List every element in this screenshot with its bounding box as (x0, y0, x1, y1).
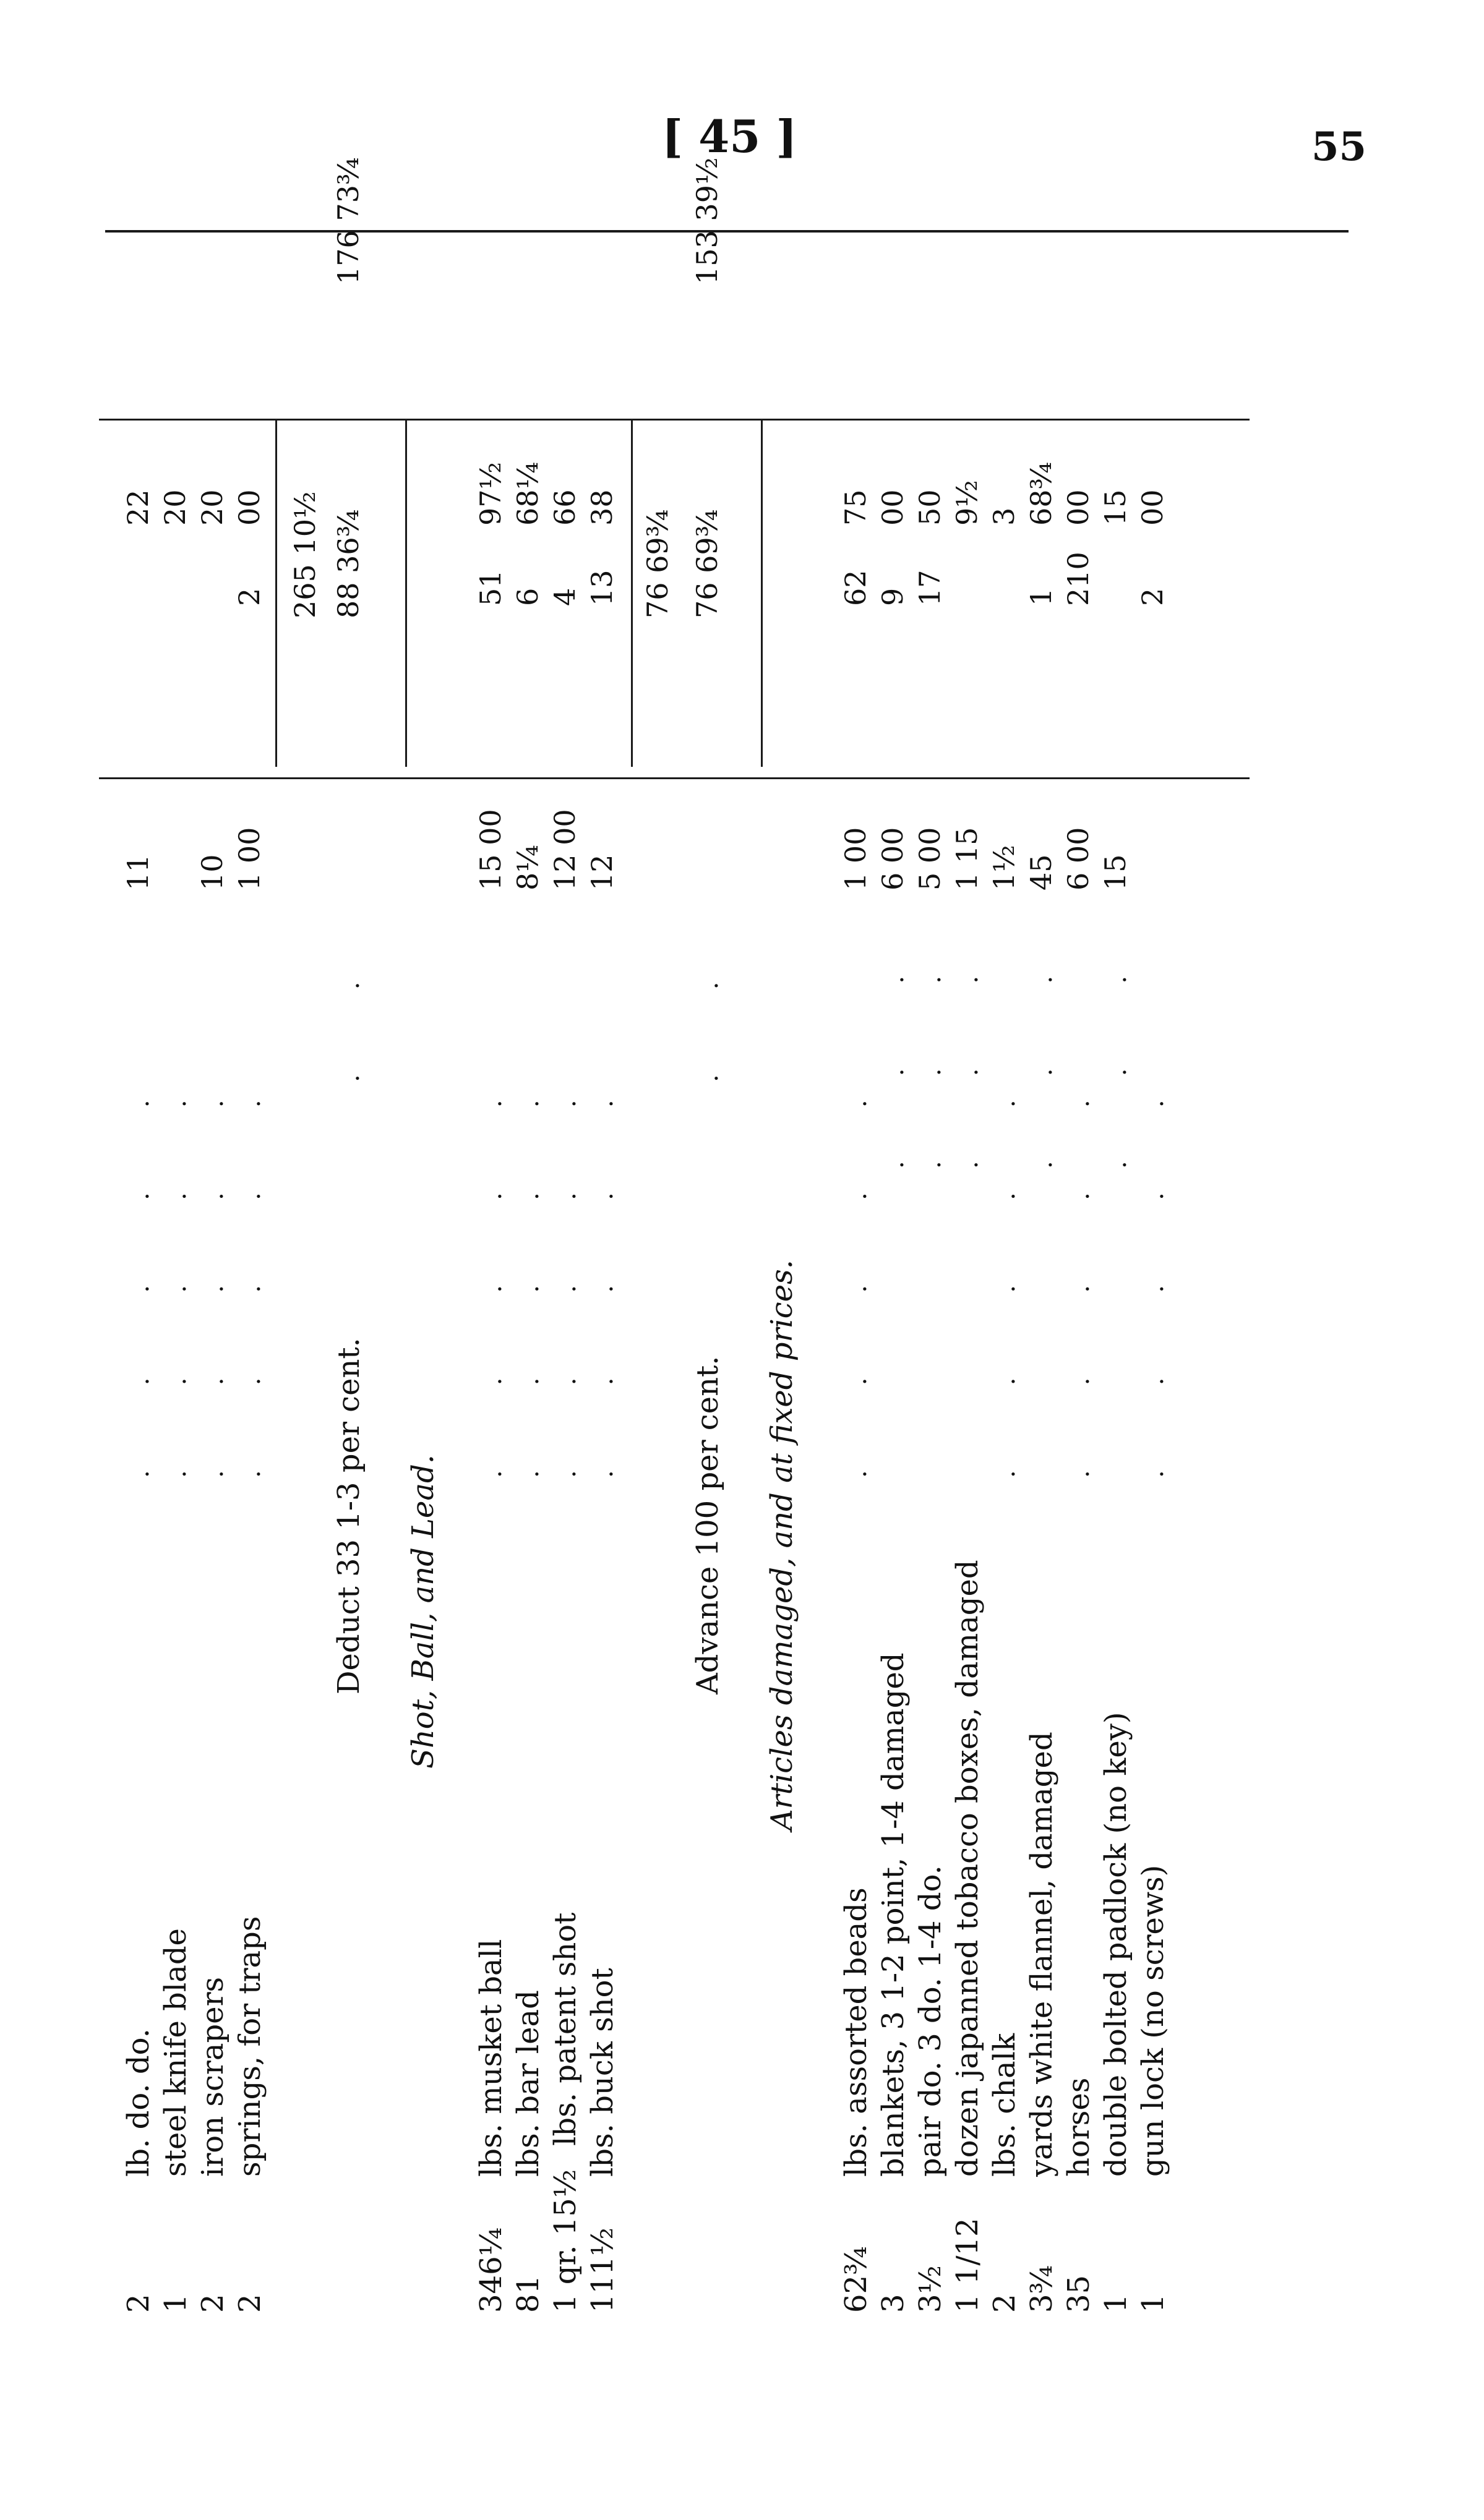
leader-dots: . . (337, 978, 365, 1082)
sum-rule (631, 421, 633, 767)
leader-dots: . . . . . (126, 1096, 155, 1478)
section-total: 176 73¾ (332, 157, 365, 284)
row-sub-dollars: 62 (839, 570, 872, 606)
row-quantity: 111½ (585, 2227, 620, 2313)
row-quantity: 346¼ (474, 2227, 508, 2313)
row-sub-dollars: 4 (548, 587, 581, 606)
column-rule-rate (99, 777, 1250, 779)
row-quantity: 1 1/12 (950, 2218, 985, 2313)
row-rate: 11 (121, 854, 155, 891)
row-sub-cents: 68¾ (1024, 461, 1058, 526)
leader-dots: . . . . . (238, 1096, 266, 1478)
row-quantity: 1 qr. 15½ (548, 2169, 583, 2313)
row-sub-cents: 20 (195, 489, 229, 526)
column-rule-subtotal (99, 419, 1250, 421)
row-sub-cents: 22 (121, 489, 155, 526)
row-quantity: 3¾ (1024, 2265, 1059, 2313)
row-description: horses (1062, 2077, 1096, 2177)
row-sub-cents: 00 (876, 489, 909, 526)
row-sub-cents: 68¼ (511, 461, 544, 526)
row-quantity: 2 (987, 2294, 1022, 2313)
row-description: lbs. assorted beads (839, 1887, 873, 2177)
row-description: lbs. patent shot (548, 1912, 583, 2146)
leader-dots: . . . . . (200, 1096, 229, 1478)
row-quantity: 3½ (913, 2265, 948, 2313)
row-sub-cents: 20 (158, 489, 192, 526)
row-rate: 5 00 (913, 827, 946, 891)
page-number: 55 (1311, 124, 1367, 170)
row-description: lbs. musket ball (474, 1939, 508, 2177)
leader-dots: . . . (1029, 972, 1058, 1169)
row-rate: 6 00 (1062, 827, 1095, 891)
leader-dots: . . (695, 978, 724, 1082)
row-description: lbs. chalk (987, 2033, 1022, 2177)
row-description: gun lock (no screws) (1136, 1864, 1170, 2177)
row-sub-dollars: 17 (913, 570, 946, 606)
adjustment-label: Advance 100 per cent. (690, 1356, 725, 1694)
row-description: iron scrapers (195, 1976, 230, 2177)
row-rate: 1½ (987, 845, 1021, 891)
row-rate: 6 00 (876, 827, 909, 891)
ledger-table (99, 25, 1274, 2313)
section-heading: Shot, Ball, and Lead. (406, 1454, 440, 1769)
row-description: yards white flannel, damaged (1024, 1732, 1059, 2177)
row-description: steel knife blade (158, 1928, 193, 2177)
row-rate: 12 00 (548, 809, 581, 891)
leader-dots: . . . (955, 972, 984, 1169)
leader-dots: . . . . . (553, 1096, 581, 1478)
row-rate: 1 15 (950, 827, 984, 891)
row-sub-dollars: 1 (1024, 587, 1058, 606)
leader-dots: . . . (881, 972, 909, 1169)
row-description: pair do. 3 do. 1-4 do. (913, 1865, 948, 2177)
row-sub-cents: 75 (839, 489, 872, 526)
row-sub-cents: 15 (1099, 489, 1132, 526)
leader-dots: . . . . . (479, 1096, 507, 1478)
row-description: blankets, 3 1-2 point, 1-4 damaged (876, 1652, 911, 2177)
row-sub-cents: 9½ (950, 480, 984, 526)
row-description: lbs. buck shot (585, 1968, 620, 2177)
row-quantity: 2 (121, 2294, 156, 2313)
row-sub-dollars: 51 (474, 570, 507, 606)
row-sub-dollars: 13 (585, 570, 619, 606)
row-quantity: 81 (511, 2274, 546, 2313)
row-sub-cents: 3 (987, 507, 1021, 526)
subtotal: 265 10½ (288, 491, 322, 618)
row-rate: 1 00 (839, 827, 872, 891)
row-description: dozen japanned tobacco boxes, damaged (950, 1560, 985, 2177)
leader-dots: . . . . . (516, 1096, 544, 1478)
row-sub-dollars: 210 (1062, 552, 1095, 606)
leader-dots: . . . (918, 972, 946, 1169)
subtotal: 76 69¾ (641, 509, 674, 618)
row-description: lb. do. do. (121, 2028, 156, 2177)
row-description: double bolted padlock (no key) (1099, 1712, 1133, 2177)
row-rate: 12 (585, 854, 619, 891)
sum-rule (405, 421, 407, 767)
row-sub-cents: 00 (1136, 489, 1169, 526)
leader-dots: . . . . . (992, 1096, 1021, 1478)
row-sub-cents: 50 (913, 489, 946, 526)
row-sub-dollars: 2 (1136, 587, 1169, 606)
bracket-page-number: [ 45 ] (662, 110, 797, 163)
leader-dots: . . . (1104, 972, 1132, 1169)
row-rate: 15 00 (474, 809, 507, 891)
row-rate: 15 (1099, 854, 1132, 891)
row-sub-cents: 66 (548, 489, 581, 526)
row-quantity: 35 (1062, 2274, 1096, 2313)
row-quantity: 1 (1099, 2294, 1133, 2313)
row-description: lbs. bar lead (511, 1990, 546, 2177)
row-rate: 1 00 (233, 827, 266, 891)
adjustment-amount: 76 69¾ (690, 509, 724, 618)
row-quantity: 62¾ (839, 2246, 873, 2313)
row-sub-cents: 97½ (474, 461, 507, 526)
row-quantity: 2 (195, 2294, 230, 2313)
row-sub-cents: 00 (1062, 489, 1095, 526)
leader-dots: . . . . . (844, 1096, 872, 1478)
row-rate: 8¼ (511, 845, 544, 891)
adjustment-label: Deduct 33 1-3 per cent. (332, 1338, 366, 1694)
row-rate: 45 (1024, 854, 1058, 891)
row-description: springs, for traps (233, 1916, 267, 2177)
section-heading: Articles damaged, and at fixed prices. (765, 1260, 799, 1830)
section-total: 153 39½ (690, 157, 724, 284)
row-rate: 10 (195, 854, 229, 891)
leader-dots: . . . . . (590, 1096, 619, 1478)
row-quantity: 1 (158, 2294, 193, 2313)
row-quantity: 1 (1136, 2294, 1170, 2313)
row-sub-dollars: 6 (511, 587, 544, 606)
leader-dots: . . . . . (1066, 1096, 1095, 1478)
row-sub-cents: 38 (585, 489, 619, 526)
leader-dots: . . . . . (163, 1096, 192, 1478)
row-sub-dollars: 2 (233, 587, 266, 606)
sum-rule (275, 421, 277, 767)
sum-rule (761, 421, 763, 767)
row-quantity: 3 (876, 2294, 911, 2313)
adjustment-amount: 88 36¾ (332, 509, 365, 618)
row-sub-cents: 00 (233, 489, 266, 526)
row-quantity: 2 (233, 2294, 267, 2313)
leader-dots: . . . . . (1141, 1096, 1169, 1478)
row-sub-dollars: 9 (876, 587, 909, 606)
